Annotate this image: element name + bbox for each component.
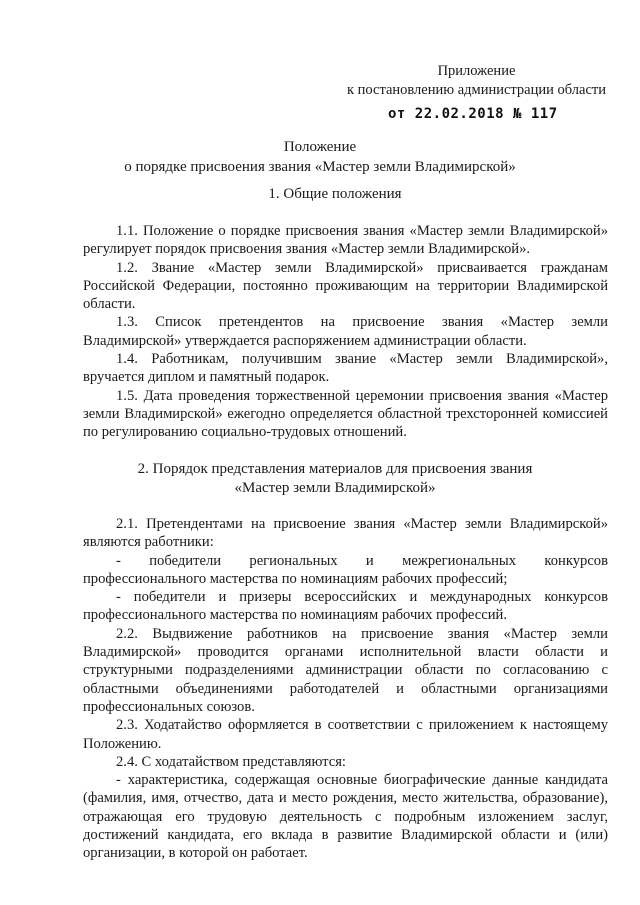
paragraph-1-3: 1.3. Список претендентов на присвоение звания «Мастер земли Владимирской» утверждается распоряжением администрации области. xyxy=(83,314,608,349)
appendix-label: Приложение xyxy=(437,63,516,79)
paragraph-1-5: 1.5. Дата проведения торжественной церемонии присвоения звания «Мастер земли Владимирской» ежегодно определяется областной трехсторонней комиссией по регулированию социально-трудовых отношений. xyxy=(83,387,608,441)
appendix-reference: к постановлению администрации области xyxy=(346,82,606,98)
section-1-body xyxy=(83,222,608,442)
paragraph-2-1: 2.1. Претендентами на присвоение звания «Мастер земли Владимирской» являются работники: xyxy=(83,516,608,551)
paragraph-1-2: 1.2. Звание «Мастер земли Владимирской» присваивается гражданам Российской Федерации, постоянно проживающим на территории Владимирской области. xyxy=(83,259,608,313)
title-line-2: о порядке присвоения звания «Мастер земли Владимирской» xyxy=(124,159,516,175)
paragraph-2-3: 2.3. Ходатайство оформляется в соответствии с приложением к настоящему Положению. xyxy=(83,717,608,752)
section-1-heading: 1. Общие положения xyxy=(268,186,402,202)
appendix-header xyxy=(347,62,606,100)
title-line-1: Положение xyxy=(283,139,357,155)
paragraph-1-1: 1.1. Положение о порядке присвоения звания «Мастер земли Владимирской» регулирует порядок присвоения звания «Мастер земли Владимирской». xyxy=(83,223,608,258)
date-number-stamp: от 22.02.2018 № 117 xyxy=(388,106,558,122)
list-item: - победители и призеры всероссийских и международных конкурсов профессионального мастерства по номинациям рабочих профессий. xyxy=(83,589,608,624)
section-2-body xyxy=(83,515,608,863)
document-title xyxy=(0,137,640,177)
paragraph-2-2: 2.2. Выдвижение работников на присвоение звания «Мастер земли Владимирской» проводится органами исполнительной власти области и структурными подразделениями администрации области по согласованию с областными объединениями работодателей и областными организациями профессиональных союзов. xyxy=(83,625,608,715)
list-item: - победители региональных и межрегиональных конкурсов профессионального мастерства по номинациям рабочих профессий; xyxy=(83,552,608,587)
paragraph-2-4: 2.4. С ходатайством представляются: xyxy=(116,753,346,770)
section-2-heading xyxy=(60,460,610,498)
section-2-heading-line-2: «Мастер земли Владимирской» xyxy=(234,480,436,496)
list-item: - характеристика, содержащая основные биографические данные кандидата (фамилия, имя, отчество, дата и место рождения, место жительства, образование), отражающая его трудовую деятельность с подробным изложением заслуг, достижений кандидата, его вклада в развитие Владимирской области и (или) организации, в которой он работает. xyxy=(83,772,608,862)
section-2-heading-line-1: 2. Порядок представления материалов для присвоения звания xyxy=(137,461,533,477)
paragraph-1-4: 1.4. Работникам, получившим звание «Мастер земли Владимирской», вручается диплом и памятный подарок. xyxy=(83,351,608,386)
